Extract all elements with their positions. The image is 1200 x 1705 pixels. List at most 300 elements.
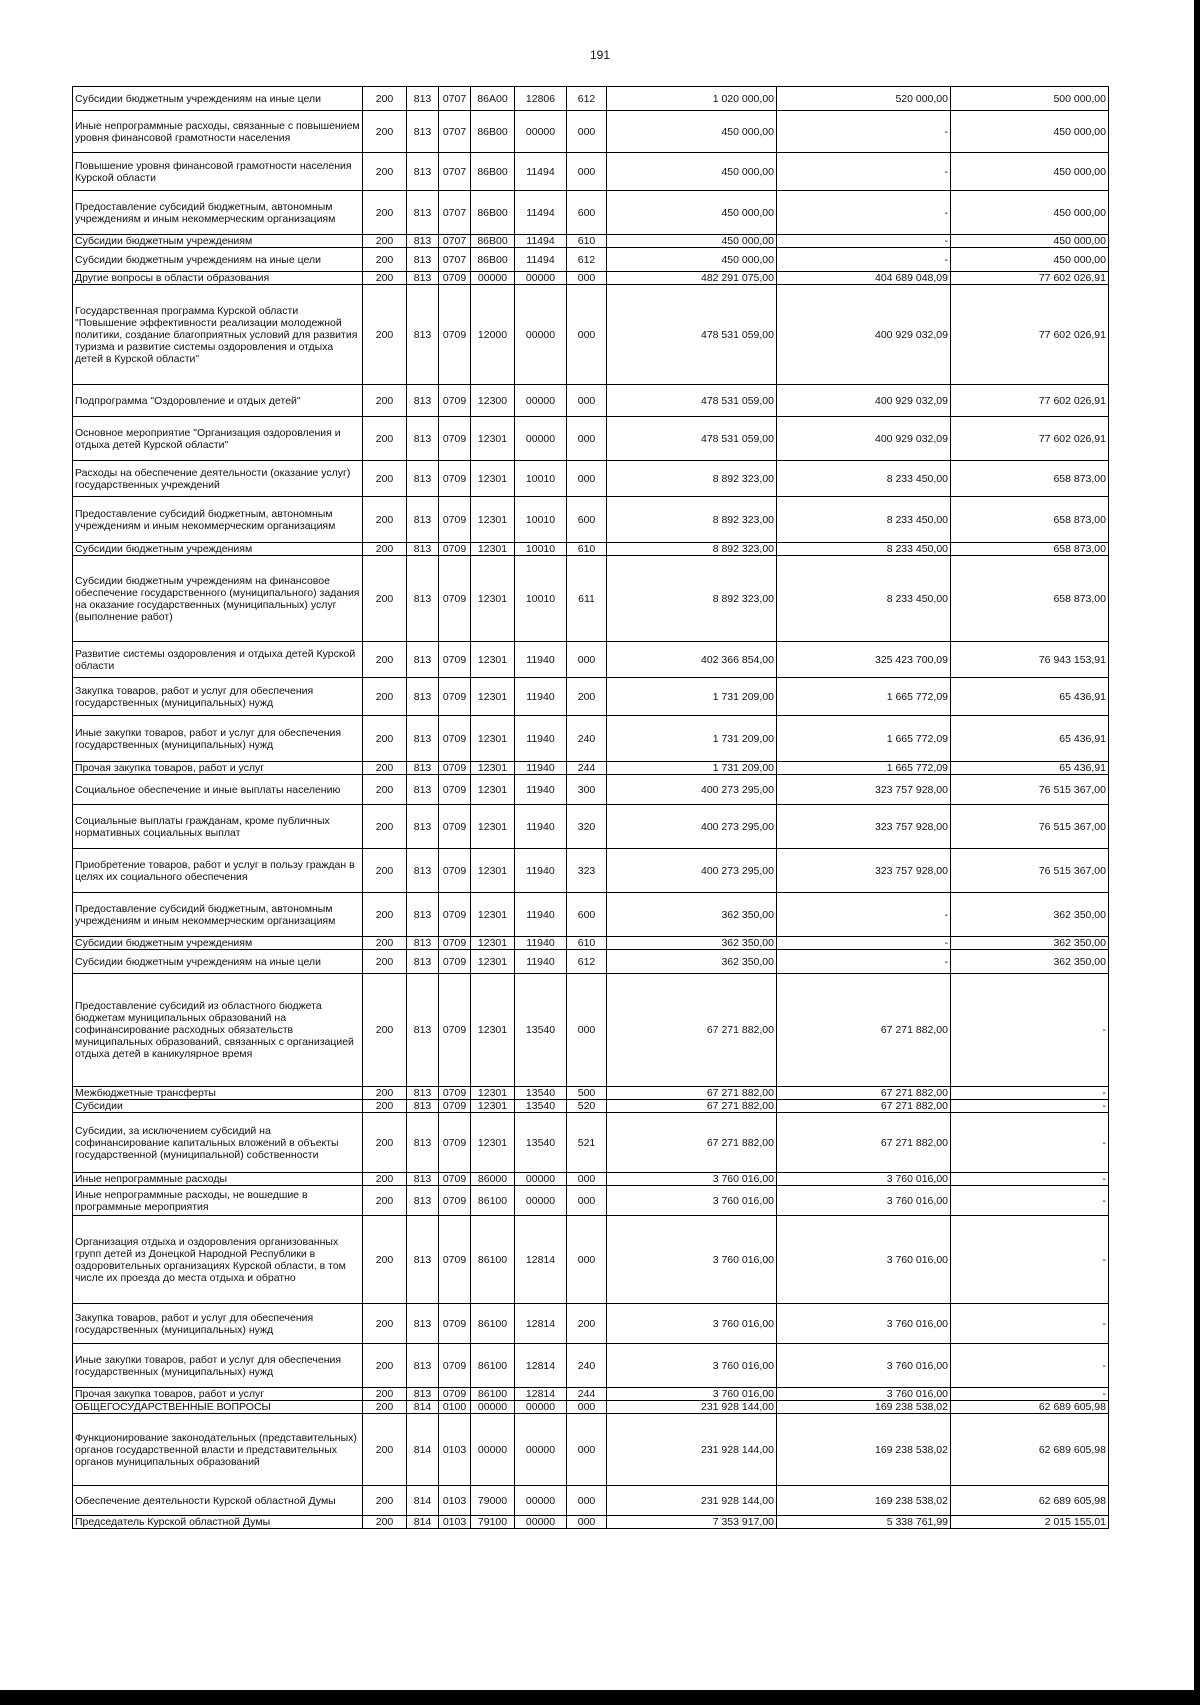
row-code-direction: 13540 [515, 1100, 567, 1113]
table-row [73, 191, 1109, 235]
row-code-ministry: 813 [407, 1344, 439, 1388]
row-code-direction: 11940 [515, 893, 567, 937]
row-code-ministry: 813 [407, 974, 439, 1087]
row-name: Закупка товаров, работ и услуг для обеспечения государственных (муниципальных) нужд [73, 1304, 363, 1344]
row-code-type: 000 [567, 1414, 607, 1486]
row-code-ministry: 813 [407, 461, 439, 497]
row-code-ministry: 814 [407, 1401, 439, 1414]
table-row [73, 1087, 1109, 1100]
row-code-section: 200 [363, 716, 407, 762]
row-value-3: 62 689 605,98 [951, 1401, 1109, 1414]
row-value-total: 478 531 059,00 [607, 285, 777, 385]
row-value-total: 231 928 144,00 [607, 1414, 777, 1486]
row-code-program: 12301 [471, 461, 515, 497]
row-name: Организация отдыха и оздоровления организованных групп детей из Донецкой Народной Республики в оздоровительных организациях Курской области, в том числе их проезда до места отдыха и обратно [73, 1216, 363, 1304]
row-code-section: 200 [363, 1401, 407, 1414]
row-code-section: 200 [363, 1414, 407, 1486]
row-code-type: 000 [567, 1486, 607, 1516]
row-code-section: 200 [363, 417, 407, 461]
row-value-3: 62 689 605,98 [951, 1414, 1109, 1486]
row-value-total: 400 273 295,00 [607, 805, 777, 849]
row-name: Субсидии бюджетным учреждениям на иные цели [73, 87, 363, 111]
row-value-total: 362 350,00 [607, 893, 777, 937]
row-code-section: 200 [363, 285, 407, 385]
row-name: Другие вопросы в области образования [73, 272, 363, 285]
row-code-direction: 11494 [515, 153, 567, 191]
row-code-direction: 10010 [515, 461, 567, 497]
row-code-program: 86100 [471, 1304, 515, 1344]
row-value-3: - [951, 1344, 1109, 1388]
row-code-subsection: 0709 [439, 1087, 471, 1100]
row-code-section: 200 [363, 385, 407, 417]
row-value-2: 520 000,00 [777, 87, 951, 111]
row-code-direction: 00000 [515, 111, 567, 153]
row-value-total: 67 271 882,00 [607, 1100, 777, 1113]
row-code-program: 12301 [471, 937, 515, 950]
row-name: Приобретение товаров, работ и услуг в пользу граждан в целях их социального обеспечения [73, 849, 363, 893]
row-code-program: 86В00 [471, 248, 515, 272]
row-code-subsection: 0709 [439, 716, 471, 762]
row-code-program: 00000 [471, 1414, 515, 1486]
table-row [73, 1173, 1109, 1186]
row-code-program: 12301 [471, 805, 515, 849]
row-value-total: 8 892 323,00 [607, 497, 777, 543]
row-value-2: 400 929 032,09 [777, 385, 951, 417]
table-row [73, 556, 1109, 642]
row-code-subsection: 0709 [439, 1344, 471, 1388]
row-value-2: - [777, 191, 951, 235]
row-value-2: 323 757 928,00 [777, 849, 951, 893]
row-code-subsection: 0709 [439, 543, 471, 556]
row-code-program: 12300 [471, 385, 515, 417]
table-row [73, 849, 1109, 893]
row-value-total: 362 350,00 [607, 950, 777, 974]
row-code-direction: 11940 [515, 716, 567, 762]
row-code-type: 000 [567, 974, 607, 1087]
row-value-3: 77 602 026,91 [951, 417, 1109, 461]
row-code-program: 12301 [471, 775, 515, 805]
row-code-program: 86100 [471, 1344, 515, 1388]
table-row [73, 1216, 1109, 1304]
row-code-type: 000 [567, 1216, 607, 1304]
row-code-program: 86В00 [471, 111, 515, 153]
row-code-ministry: 814 [407, 1414, 439, 1486]
row-code-section: 200 [363, 461, 407, 497]
row-value-3: - [951, 1173, 1109, 1186]
row-code-subsection: 0709 [439, 642, 471, 678]
row-value-total: 67 271 882,00 [607, 1087, 777, 1100]
row-code-direction: 10010 [515, 556, 567, 642]
row-value-total: 1 731 209,00 [607, 678, 777, 716]
row-code-direction: 00000 [515, 1486, 567, 1516]
row-code-direction: 13540 [515, 1113, 567, 1173]
row-value-2: 3 760 016,00 [777, 1173, 951, 1186]
row-code-ministry: 813 [407, 893, 439, 937]
table-row [73, 1100, 1109, 1113]
row-value-3: 77 602 026,91 [951, 385, 1109, 417]
row-value-2: 67 271 882,00 [777, 1113, 951, 1173]
row-code-type: 200 [567, 1304, 607, 1344]
row-code-section: 200 [363, 111, 407, 153]
row-name: Межбюджетные трансферты [73, 1087, 363, 1100]
row-value-3: 2 015 155,01 [951, 1516, 1109, 1529]
row-value-2: - [777, 111, 951, 153]
row-code-ministry: 813 [407, 556, 439, 642]
row-value-3: 658 873,00 [951, 543, 1109, 556]
row-value-2: 3 760 016,00 [777, 1388, 951, 1401]
row-code-program: 12301 [471, 642, 515, 678]
row-value-2: 8 233 450,00 [777, 497, 951, 543]
row-name: Обеспечение деятельности Курской областной Думы [73, 1486, 363, 1516]
row-code-type: 244 [567, 762, 607, 775]
row-code-direction: 00000 [515, 417, 567, 461]
row-value-total: 1 731 209,00 [607, 762, 777, 775]
row-value-3: 65 436,91 [951, 678, 1109, 716]
row-value-total: 1 020 000,00 [607, 87, 777, 111]
row-code-direction: 11940 [515, 775, 567, 805]
table-row [73, 805, 1109, 849]
row-value-2: - [777, 153, 951, 191]
row-value-total: 402 366 854,00 [607, 642, 777, 678]
row-value-total: 3 760 016,00 [607, 1344, 777, 1388]
row-value-total: 3 760 016,00 [607, 1388, 777, 1401]
row-code-subsection: 0707 [439, 111, 471, 153]
row-value-3: - [951, 1100, 1109, 1113]
row-code-type: 612 [567, 950, 607, 974]
row-code-program: 12301 [471, 417, 515, 461]
row-code-direction: 11940 [515, 805, 567, 849]
row-code-program: 12301 [471, 716, 515, 762]
row-code-program: 12301 [471, 974, 515, 1087]
row-code-section: 200 [363, 1216, 407, 1304]
row-code-program: 12301 [471, 497, 515, 543]
row-code-program: 86000 [471, 1173, 515, 1186]
row-value-2: 400 929 032,09 [777, 285, 951, 385]
row-code-ministry: 813 [407, 385, 439, 417]
row-code-ministry: 813 [407, 87, 439, 111]
row-code-direction: 11494 [515, 235, 567, 248]
row-code-type: 240 [567, 1344, 607, 1388]
row-code-program: 86В00 [471, 235, 515, 248]
table-row [73, 153, 1109, 191]
row-code-subsection: 0709 [439, 385, 471, 417]
row-code-ministry: 813 [407, 1173, 439, 1186]
row-code-type: 610 [567, 937, 607, 950]
row-code-program: 86В00 [471, 191, 515, 235]
row-value-3: 658 873,00 [951, 556, 1109, 642]
row-value-2: 67 271 882,00 [777, 1087, 951, 1100]
row-name: Субсидии бюджетным учреждениям [73, 235, 363, 248]
row-code-section: 200 [363, 775, 407, 805]
row-code-program: 00000 [471, 272, 515, 285]
row-code-program: 12301 [471, 543, 515, 556]
row-code-section: 200 [363, 1344, 407, 1388]
table-row [73, 385, 1109, 417]
row-code-ministry: 813 [407, 417, 439, 461]
row-code-direction: 11940 [515, 642, 567, 678]
row-code-type: 611 [567, 556, 607, 642]
budget-table [72, 86, 1109, 1529]
row-value-3: - [951, 974, 1109, 1087]
row-code-type: 000 [567, 385, 607, 417]
row-value-2: 1 665 772,09 [777, 678, 951, 716]
table-row [73, 543, 1109, 556]
row-code-direction: 12814 [515, 1388, 567, 1401]
row-value-total: 8 892 323,00 [607, 556, 777, 642]
row-code-type: 500 [567, 1087, 607, 1100]
row-code-ministry: 813 [407, 1186, 439, 1216]
row-value-3: 658 873,00 [951, 461, 1109, 497]
row-value-3: 658 873,00 [951, 497, 1109, 543]
row-code-direction: 11940 [515, 762, 567, 775]
table-row [73, 1401, 1109, 1414]
row-code-type: 000 [567, 153, 607, 191]
row-code-direction: 11494 [515, 248, 567, 272]
row-code-subsection: 0709 [439, 937, 471, 950]
row-value-total: 400 273 295,00 [607, 775, 777, 805]
row-value-total: 8 892 323,00 [607, 461, 777, 497]
row-code-section: 200 [363, 678, 407, 716]
row-code-type: 000 [567, 417, 607, 461]
row-code-subsection: 0707 [439, 248, 471, 272]
row-name: Прочая закупка товаров, работ и услуг [73, 1388, 363, 1401]
row-code-section: 200 [363, 497, 407, 543]
row-code-subsection: 0707 [439, 153, 471, 191]
row-value-3: 65 436,91 [951, 716, 1109, 762]
row-code-direction: 00000 [515, 272, 567, 285]
row-value-total: 450 000,00 [607, 111, 777, 153]
row-code-subsection: 0709 [439, 849, 471, 893]
row-code-section: 200 [363, 543, 407, 556]
row-code-direction: 11940 [515, 849, 567, 893]
row-value-total: 450 000,00 [607, 191, 777, 235]
row-value-2: 8 233 450,00 [777, 556, 951, 642]
row-code-program: 86100 [471, 1216, 515, 1304]
row-code-program: 86100 [471, 1388, 515, 1401]
row-code-direction: 11494 [515, 191, 567, 235]
row-code-section: 200 [363, 1304, 407, 1344]
scan-edge [1194, 0, 1200, 1705]
row-code-direction: 10010 [515, 543, 567, 556]
row-code-section: 200 [363, 1100, 407, 1113]
row-code-subsection: 0709 [439, 417, 471, 461]
table-row [73, 1414, 1109, 1486]
row-code-ministry: 813 [407, 849, 439, 893]
row-value-2: 3 760 016,00 [777, 1216, 951, 1304]
table-row [73, 497, 1109, 543]
row-code-section: 200 [363, 235, 407, 248]
row-code-direction: 00000 [515, 1516, 567, 1529]
row-code-subsection: 0100 [439, 1401, 471, 1414]
row-value-2: - [777, 235, 951, 248]
row-name: Функционирование законодательных (представительных) органов государственной власти и представительных органов муниципальных образований [73, 1414, 363, 1486]
row-value-total: 67 271 882,00 [607, 1113, 777, 1173]
row-value-2: 3 760 016,00 [777, 1344, 951, 1388]
row-code-program: 12301 [471, 893, 515, 937]
table-row [73, 1186, 1109, 1216]
row-code-section: 200 [363, 893, 407, 937]
row-value-2: 400 929 032,09 [777, 417, 951, 461]
row-code-type: 612 [567, 248, 607, 272]
table-row [73, 974, 1109, 1087]
row-value-total: 3 760 016,00 [607, 1216, 777, 1304]
row-code-type: 323 [567, 849, 607, 893]
row-code-type: 600 [567, 497, 607, 543]
row-code-ministry: 813 [407, 1100, 439, 1113]
table-row [73, 87, 1109, 111]
row-value-2: 169 238 538,02 [777, 1486, 951, 1516]
row-value-3: - [951, 1216, 1109, 1304]
row-name: Иные закупки товаров, работ и услуг для обеспечения государственных (муниципальных) нужд [73, 716, 363, 762]
row-code-ministry: 813 [407, 762, 439, 775]
row-code-subsection: 0707 [439, 191, 471, 235]
row-value-3: 76 943 153,91 [951, 642, 1109, 678]
row-code-section: 200 [363, 762, 407, 775]
row-code-ministry: 813 [407, 248, 439, 272]
row-name: Развитие системы оздоровления и отдыха детей Курской области [73, 642, 363, 678]
row-code-type: 600 [567, 893, 607, 937]
row-value-3: 76 515 367,00 [951, 849, 1109, 893]
row-code-section: 200 [363, 1087, 407, 1100]
row-value-3: 450 000,00 [951, 153, 1109, 191]
row-value-2: 325 423 700,09 [777, 642, 951, 678]
row-code-type: 610 [567, 543, 607, 556]
table-row [73, 417, 1109, 461]
row-code-section: 200 [363, 1388, 407, 1401]
row-code-section: 200 [363, 1113, 407, 1173]
row-code-ministry: 813 [407, 285, 439, 385]
row-code-subsection: 0709 [439, 1186, 471, 1216]
table-row [73, 1516, 1109, 1529]
row-code-type: 244 [567, 1388, 607, 1401]
row-value-2: 5 338 761,99 [777, 1516, 951, 1529]
row-code-program: 12000 [471, 285, 515, 385]
row-code-ministry: 813 [407, 1216, 439, 1304]
row-code-subsection: 0709 [439, 1113, 471, 1173]
row-value-3: 450 000,00 [951, 235, 1109, 248]
row-value-3: 62 689 605,98 [951, 1486, 1109, 1516]
row-code-type: 521 [567, 1113, 607, 1173]
row-code-direction: 00000 [515, 285, 567, 385]
row-name: Субсидии бюджетным учреждениям [73, 937, 363, 950]
table-row [73, 1388, 1109, 1401]
row-code-program: 12301 [471, 950, 515, 974]
row-name: Предоставление субсидий бюджетным, автономным учреждениям и иным некоммерческим организациям [73, 191, 363, 235]
row-value-total: 1 731 209,00 [607, 716, 777, 762]
row-value-total: 400 273 295,00 [607, 849, 777, 893]
row-code-subsection: 0709 [439, 272, 471, 285]
row-name: Основное мероприятие "Организация оздоровления и отдыха детей Курской области" [73, 417, 363, 461]
row-code-direction: 13540 [515, 974, 567, 1087]
row-value-2: 3 760 016,00 [777, 1304, 951, 1344]
row-name: ОБЩЕГОСУДАРСТВЕННЫЕ ВОПРОСЫ [73, 1401, 363, 1414]
row-code-section: 200 [363, 950, 407, 974]
row-value-3: 450 000,00 [951, 248, 1109, 272]
row-code-type: 610 [567, 235, 607, 248]
row-value-2: 8 233 450,00 [777, 543, 951, 556]
row-name: Субсидии бюджетным учреждениям на иные цели [73, 248, 363, 272]
row-code-type: 000 [567, 1516, 607, 1529]
row-code-section: 200 [363, 87, 407, 111]
row-name: Прочая закупка товаров, работ и услуг [73, 762, 363, 775]
row-value-2: 169 238 538,02 [777, 1401, 951, 1414]
budget-table-body [73, 87, 1109, 1529]
row-code-section: 200 [363, 642, 407, 678]
row-name: Предоставление субсидий бюджетным, автономным учреждениям и иным некоммерческим организациям [73, 497, 363, 543]
row-code-type: 520 [567, 1100, 607, 1113]
row-code-section: 200 [363, 1186, 407, 1216]
table-row [73, 1304, 1109, 1344]
row-name: Предоставление субсидий из областного бюджета бюджетам муниципальных образований на софинансирование расходных обязательств муниципальных образований, связанных с организацией отдыха детей в каникулярное время [73, 974, 363, 1087]
row-value-total: 231 928 144,00 [607, 1401, 777, 1414]
row-value-total: 450 000,00 [607, 235, 777, 248]
table-row [73, 950, 1109, 974]
row-name: Повышение уровня финансовой грамотности населения Курской области [73, 153, 363, 191]
row-code-ministry: 814 [407, 1486, 439, 1516]
row-value-total: 450 000,00 [607, 248, 777, 272]
row-code-section: 200 [363, 849, 407, 893]
row-code-subsection: 0707 [439, 235, 471, 248]
row-value-3: 65 436,91 [951, 762, 1109, 775]
table-row [73, 775, 1109, 805]
row-code-program: 12301 [471, 849, 515, 893]
row-code-type: 320 [567, 805, 607, 849]
row-code-direction: 12814 [515, 1344, 567, 1388]
row-code-ministry: 813 [407, 235, 439, 248]
row-name: Субсидии бюджетным учреждениям на финансовое обеспечение государственного (муниципального) задания на оказание государственных (муниципальных) услуг (выполнение работ) [73, 556, 363, 642]
row-code-type: 240 [567, 716, 607, 762]
row-code-program: 86100 [471, 1186, 515, 1216]
row-value-3: 362 350,00 [951, 950, 1109, 974]
row-code-subsection: 0103 [439, 1414, 471, 1486]
row-value-3: - [951, 1186, 1109, 1216]
row-code-program: 12301 [471, 1100, 515, 1113]
row-value-total: 7 353 917,00 [607, 1516, 777, 1529]
row-name: Субсидии [73, 1100, 363, 1113]
row-name: Председатель Курской областной Думы [73, 1516, 363, 1529]
row-value-2: - [777, 937, 951, 950]
row-code-ministry: 813 [407, 543, 439, 556]
row-code-ministry: 813 [407, 642, 439, 678]
row-code-direction: 12814 [515, 1304, 567, 1344]
row-value-2: 169 238 538,02 [777, 1414, 951, 1486]
row-name: Иные непрограммные расходы [73, 1173, 363, 1186]
row-code-subsection: 0709 [439, 893, 471, 937]
row-code-type: 612 [567, 87, 607, 111]
row-code-type: 000 [567, 272, 607, 285]
row-value-2: 67 271 882,00 [777, 1100, 951, 1113]
row-value-3: 450 000,00 [951, 191, 1109, 235]
row-name: Субсидии бюджетным учреждениям [73, 543, 363, 556]
row-code-subsection: 0709 [439, 1216, 471, 1304]
row-code-subsection: 0709 [439, 775, 471, 805]
row-value-3: 76 515 367,00 [951, 805, 1109, 849]
row-code-direction: 11940 [515, 937, 567, 950]
row-code-section: 200 [363, 153, 407, 191]
row-name: Иные непрограммные расходы, не вошедшие в программные мероприятия [73, 1186, 363, 1216]
row-code-ministry: 813 [407, 272, 439, 285]
row-value-3: 77 602 026,91 [951, 285, 1109, 385]
row-name: Подпрограмма "Оздоровление и отдых детей" [73, 385, 363, 417]
row-code-subsection: 0709 [439, 556, 471, 642]
row-code-ministry: 813 [407, 111, 439, 153]
row-code-subsection: 0709 [439, 1388, 471, 1401]
table-row [73, 716, 1109, 762]
row-code-section: 200 [363, 1486, 407, 1516]
row-code-direction: 12814 [515, 1216, 567, 1304]
row-code-type: 000 [567, 1186, 607, 1216]
row-code-subsection: 0103 [439, 1486, 471, 1516]
